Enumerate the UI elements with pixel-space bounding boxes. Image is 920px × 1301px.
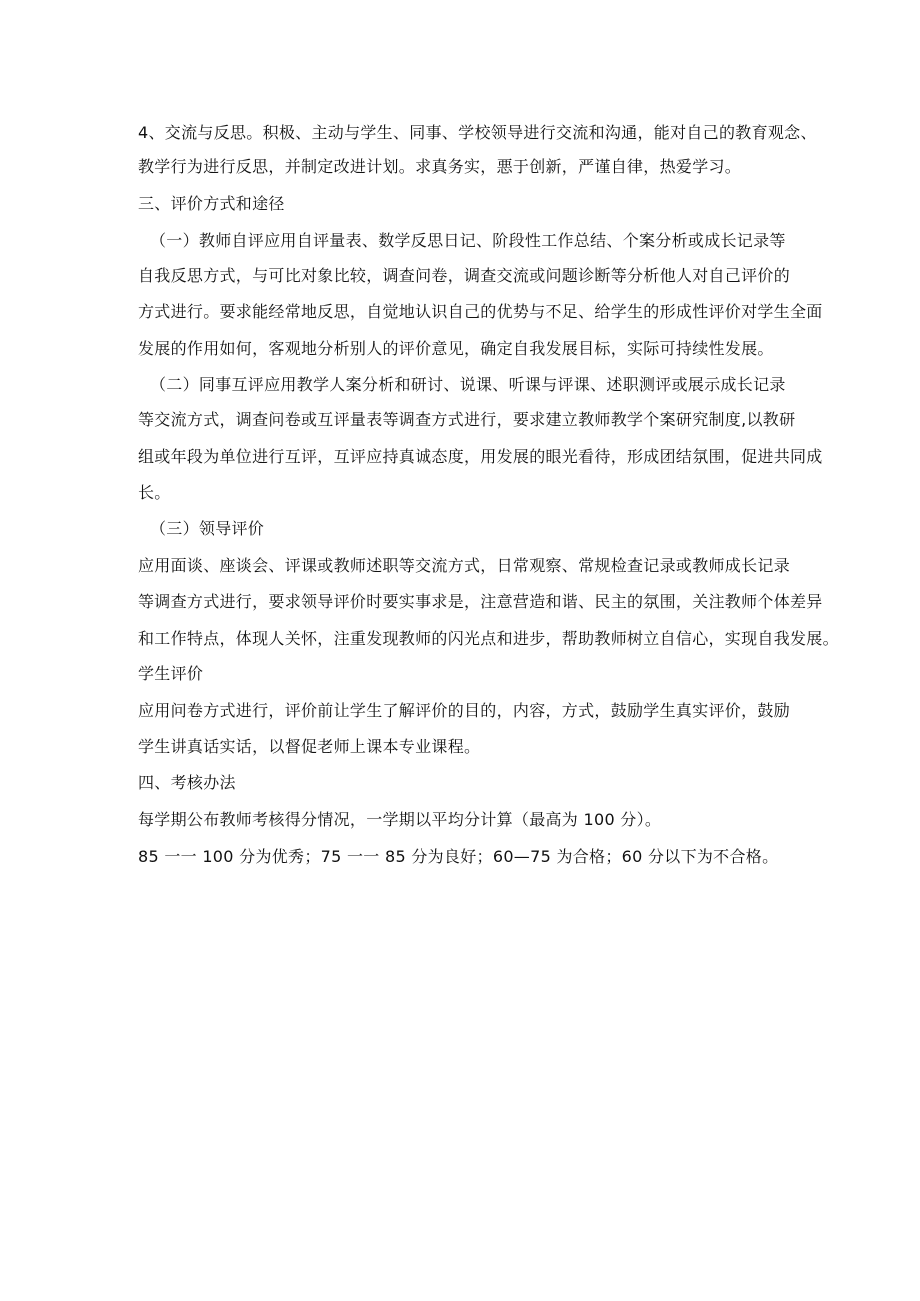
part-4-heading: 四、考核办法 [138, 773, 236, 792]
self-evaluation-line-3: 方式进行。要求能经常地反思，自觉地认识自己的优势与不足、给学生的形成性评价对学生全面 [138, 302, 823, 321]
self-evaluation-line-1: （一）教师自评应用自评量表、数学反思日记、阶段性工作总结、个案分析或成长记录等 [150, 231, 786, 250]
leader-evaluation-line-3: 和工作特点，体现人关怀，注重发现教师的闪光点和进步，帮助教师树立自信心，实现自我发展。 [138, 629, 839, 648]
leader-evaluation-line-1: 应用面谈、座谈会、评课或教师述职等交流方式，日常观察、常规检查记录或教师成长记录 [138, 556, 791, 575]
assessment-line-1: 每学期公布教师考核得分情况，一学期以平均分计算（最高为 100 分）。 [138, 810, 662, 829]
self-evaluation-line-4: 发展的作用如何，客观地分析别人的评价意见，确定自我发展目标，实际可持续性发展。 [138, 339, 774, 358]
assessment-line-2: 85 一一 100 分为优秀；75 一一 85 分为良好；60—75 为合格；60 分以下为不合格。 [138, 847, 779, 866]
leader-evaluation-heading: （三）领导评价 [150, 519, 265, 538]
student-evaluation-heading: 学生评价 [138, 664, 204, 683]
peer-evaluation-line-3: 组或年段为单位进行互评，互评应持真诚态度，用发展的眼光看待，形成团结氛围，促进共同成 [138, 447, 823, 466]
section-4-exchange-line-2: 教学行为进行反思，并制定改进计划。求真务实，悪于创新，严谨自律，热爱学习。 [138, 157, 742, 176]
peer-evaluation-line-4: 长。 [138, 483, 171, 502]
peer-evaluation-line-1: （二）同事互评应用教学人案分析和研讨、说课、听课与评课、述职测评或展示成长记录 [150, 375, 786, 394]
self-evaluation-line-2: 自我反思方式，与可比对象比较，调查问卷，调查交流或问题诊断等分析他人对自己评价的 [138, 266, 791, 285]
leader-evaluation-line-2: 等调查方式进行，要求领导评价时要实事求是，注意营造和谐、民主的氛围，关注教师个体差异 [138, 592, 823, 611]
student-evaluation-line-1: 应用问卷方式进行，评价前让学生了解评价的目的，内容，方式，鼓励学生真实评价，鼓励 [138, 701, 791, 720]
section-4-exchange-line-1: 4、交流与反思。积极、主动与学生、同事、学校领导进行交流和沟通，能对自己的教育观念、 [138, 123, 817, 142]
student-evaluation-line-2: 学生讲真话实话，以督促老师上课本专业课程。 [138, 737, 481, 756]
peer-evaluation-line-2: 等交流方式，调查问卷或互评量表等调查方式进行，要求建立教师教学个案研究制度,以教研 [138, 410, 796, 429]
part-3-heading: 三、评价方式和途径 [138, 194, 285, 213]
